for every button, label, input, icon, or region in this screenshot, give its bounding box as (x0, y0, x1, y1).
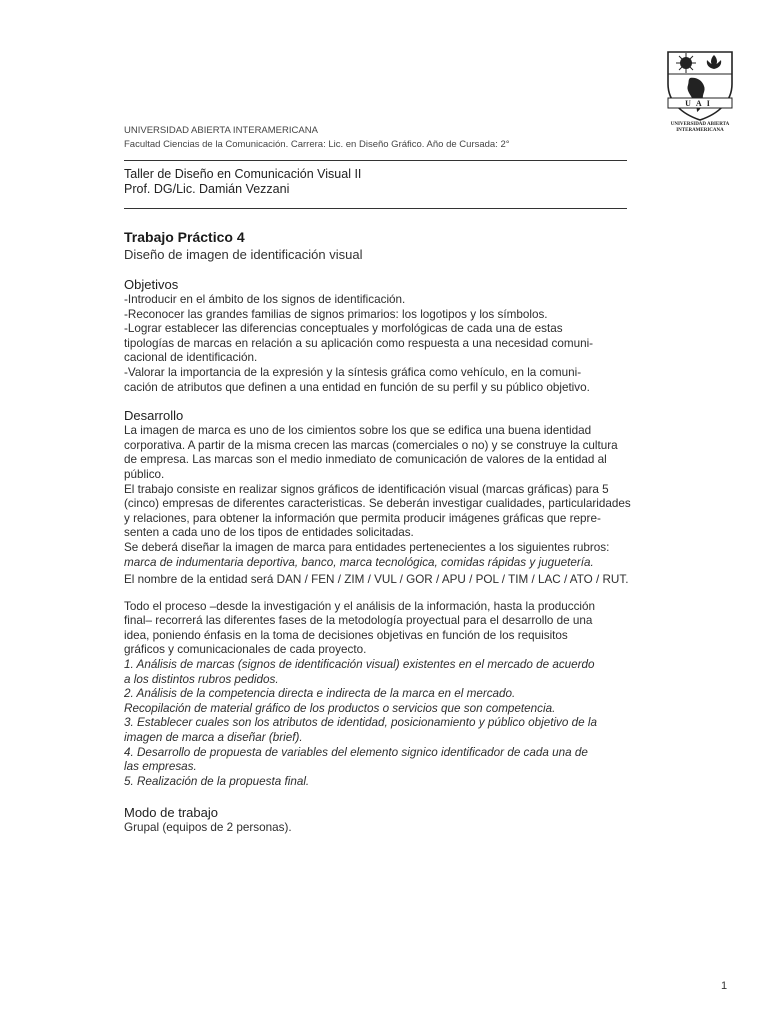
objetivos-line: -Introducir en el ámbito de los signos de identificación. (124, 293, 406, 306)
crest-name-line-2: INTERAMERICANA (676, 128, 724, 132)
section-heading-modo: Modo de trabajo (124, 805, 218, 821)
desarrollo-line: senten a cada uno de los tipos de entidades solicitadas. (124, 526, 414, 540)
section-heading-desarrollo: Desarrollo (124, 408, 184, 424)
step-line: 5. Realización de la propuesta final. (124, 774, 310, 788)
steps-list (124, 658, 644, 789)
desarrollo-line: y relaciones, para obtener la información que permita producir imágenes gráficas que repre- (124, 511, 601, 525)
assignment-subtitle: Diseño de imagen de identificación visual (124, 247, 363, 262)
step-line: 4. Desarrollo de propuesta de variables del elemento signico identificador de cada una de (124, 745, 588, 759)
desarrollo-line: de empresa. Las marcas son el medio inmediato de comunicación de valores de la entidad al (124, 453, 607, 467)
proceso-line: Todo el proceso –desde la investigación y el análisis de la información, hasta la producción (124, 599, 596, 613)
desarrollo-line: La imagen de marca es uno de los cimientos sobre los que se edifica una buena identidad (124, 424, 592, 438)
objetivos-text (124, 293, 644, 395)
step-line: 2. Análisis de la competencia directa e indirecta de la marca en el mercado. (124, 687, 516, 701)
desarrollo-line: (cinco) empresas de diferentes caracteristicas. Se deberán investigar cualidades, particularidades (124, 497, 631, 511)
desarrollo-text (124, 424, 644, 555)
step-line: imagen de marca a diseñar (brief). (124, 731, 303, 745)
desarrollo-line: Se deberá diseñar la imagen de marca para entidades pertenecientes a los siguientes rubros: (124, 540, 610, 554)
document-body (124, 276, 644, 836)
proceso-text (124, 600, 644, 658)
step-line: las empresas. (124, 760, 197, 774)
entidades-line: El nombre de la entidad será DAN / FEN / ZIM / VUL / GOR / APU / POL / TIM / LAC / ATO / RUT. (124, 573, 629, 587)
course-title: Taller de Diseño en Comunicación Visual II (124, 167, 362, 181)
modo-text: Grupal (equipos de 2 personas). (124, 821, 292, 835)
objetivos-line: -Lograr establecer las diferencias conceptuales y morfológicas de cada una de estas (124, 322, 563, 336)
rubros-line: marca de indumentaria deportiva, banco, marca tecnológica, comidas rápidas y juguetería. (124, 555, 594, 569)
divider-bottom (124, 208, 627, 209)
professor-name: Prof. DG/Lic. Damián Vezzani (124, 182, 290, 196)
crest-initials: UAI (685, 99, 715, 108)
proceso-line: final– recorrerá las diferentes fases de la metodología proyectual para el desarrollo de una (124, 614, 593, 628)
divider-top (124, 160, 627, 161)
desarrollo-line: público. (124, 467, 165, 481)
crest-name-line-1: UNIVERSIDAD ABIERTA (670, 122, 730, 127)
assignment-header (124, 228, 644, 264)
assignment-title: Trabajo Práctico 4 (124, 229, 245, 245)
step-line: a los distintos rubros pedidos. (124, 672, 279, 686)
rubros-list (124, 556, 644, 571)
course-header (124, 167, 644, 197)
institution-name: UNIVERSIDAD ABIERTA INTERAMERICANA (124, 125, 318, 136)
objetivos-line: cacional de identificación. (124, 351, 258, 365)
proceso-line: gráficos y comunicacionales de cada proyecto. (124, 643, 367, 657)
desarrollo-line: corporativa. A partir de la misma crecen las marcas (comerciales o no) y se construye la cultura (124, 438, 618, 452)
step-line: 1. Análisis de marcas (signos de identificación visual) existentes en el mercado de acuerdo (124, 658, 595, 672)
step-line: Recopilación de material gráfico de los productos o servicios que son competencia. (124, 701, 556, 715)
step-line: 3. Establecer cuales son los atributos de identidad, posicionamiento y público objetivo de la (124, 716, 597, 730)
objetivos-line: tipologías de marcas en relación a su aplicación como respuesta a una necesidad comuni- (124, 336, 594, 350)
objetivos-line: -Reconocer las grandes familias de signos primarios: los logotipos y los símbolos. (124, 307, 548, 321)
faculty-line: Facultad Ciencias de la Comunicación. Carrera: Lic. en Diseño Gráfico. Año de Cursada: 2° (124, 139, 510, 150)
university-crest-logo (662, 44, 738, 132)
section-heading-objetivos: Objetivos (124, 277, 179, 292)
objetivos-line: -Valorar la importancia de la expresión y la síntesis gráfica como vehículo, en la comuni- (124, 365, 582, 379)
proceso-line: idea, poniendo énfasis en la toma de decisiones objetivas en función de los requisitos (124, 628, 568, 642)
objetivos-line: cación de atributos que definen a una entidad en función de su perfil y su público objetivo. (124, 380, 590, 394)
institution-header (124, 124, 644, 152)
desarrollo-line: El trabajo consiste en realizar signos gráficos de identificación visual (marcas gráficas) para 5 (124, 482, 609, 496)
page-number: 1 (721, 980, 728, 992)
